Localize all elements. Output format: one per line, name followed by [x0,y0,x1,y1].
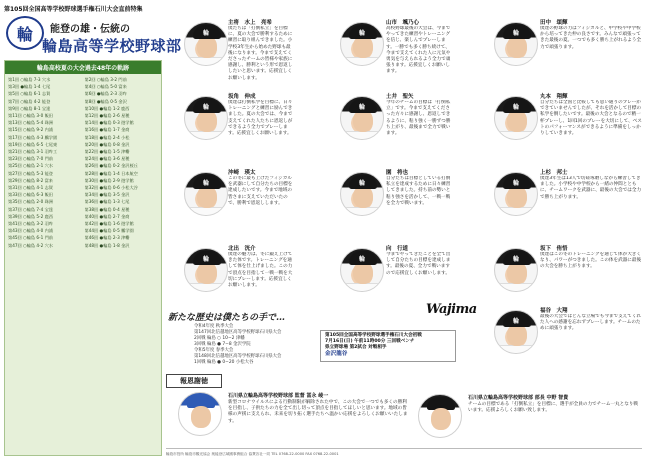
result-line: 第18回 ●輪島 2-4 小松 [84,134,130,140]
footer-sponsors: 輪島市役所 輪島市観光協会 奥能登広域圏事務組合 協賛各社一同 TEL 0768-22-0000 FAX 0768-22-0001 [166,452,339,456]
result-line: 第44回 ●輪島 0-5 鵬学園 [84,228,134,234]
player-message: 僕達は打倒私学を目標に、日々トレーニングと練習に励んできました。夏の大会では、今まで支えてくれた人たちに恩返しができるよう全力でプレーします。応援宜しくお願いします。 [228,100,293,137]
result-line: 第29回 ○輪島 8-2 富来 [8,177,53,183]
result-line: 第38回 ●輪島 0-4 星稜 [84,206,130,212]
manager-message: チームの目標である「打倒私立」を目標に、選手が全員の力でチーム一丸となり戦います。応援よろしくお願い致します。 [468,402,638,414]
slogan: 新たな歴史は僕たちの手で… [168,313,286,323]
player-name: 山市 颯乃心 [386,20,420,26]
player-message: 僕達3年生は13人で切磋琢磨しながら練習してきました。小学校や中学校から一緒の仲間とともに、チームワークを武器に、最後の大会では全力で勝ち上がります。 [540,176,642,200]
player-message: 高校野球最後の大会は、今までやってきた練習やトレーニングを信じ、楽しんでプレーします。一勝でも多く勝ち続けて、今まで支えてくれた人に元気や勇気を与えられるよう全力で頑張ります。応援宜しくお願いします。 [386,26,451,75]
result-line: 第9回 ○輪島 8-1 宝達 [8,105,51,111]
kicker-text: 第105回全国高等学校野球選手権石川大会直前特集 [4,6,143,13]
record-line: 3回戦 輪島 ● 7−8 金沢学院 [194,342,251,347]
player-name: 土井 聖矢 [386,94,414,100]
head-coach-message: 新型コロナウイルスによる行動制限が解除された中で、この大会で一つでも多くの勝利を目指し、子供たちの力を全て出し切って頂点を目指してほしいと思います。地域の皆様の声援に支えられ、未来を切り拓く選手たちへ温かい応援をよろしくお願いいたします。 [228,400,408,424]
player-photo: 輪 [494,248,538,292]
header [4,4,180,66]
results-list [5,74,161,251]
result-line: 第17回 ○輪島 4-3 鵬学園 [8,134,58,140]
opponent-name: 金沢龍谷 [325,351,348,357]
player-photo: 輪 [494,310,538,354]
record-line: 第147回北信越地区高等学校野球石川県大会 [194,330,282,335]
result-line: 第37回 ○輪島 7-4 宝達 [8,206,53,212]
result-line: 第4回 ○輪島 5-0 富来 [84,84,127,90]
notice-line: 第105回全国高等学校野球選手権石川大会初戦 [325,333,422,338]
motto: 報恩謝徳 [166,374,222,388]
result-line: 第47回 ○輪島 4-2 穴水 [8,242,53,248]
player-message: 最後の大会ではどんな立場でも今まで支えてくれた人への感謝を忘れずプレーします。チームのために頑張ります。 [540,314,642,332]
player-photo: 輪 [184,22,228,66]
result-line: 第43回 ○輪島 4-0 内浦 [8,228,53,234]
result-line: 第11回 ○輪島 3-0 飯田 [8,113,53,119]
subtitle: 能登の雄・伝統の [50,24,130,35]
player-photo: 輪 [494,96,538,140]
player-photo: 輪 [340,22,384,66]
head-coach-photo [178,392,222,436]
player-name: 田中 頌輝 [540,20,568,26]
player-photo: 輪 [184,172,228,216]
result-line: 第28回 ●輪島 1-4 日本航空 [84,170,138,176]
result-line: 第41回 ○輪島 3-2 羽咋 [8,221,53,227]
manager-name: 石川県立輪島高等学校野球部 部長 中野 智貴 [468,395,569,401]
result-line: 第25回 ○輪島 2-1 穴水 [8,163,53,169]
result-line: 第31回 ○輪島 4-1 志賀 [8,185,53,191]
player-name: 主将 水上 亮希 [228,20,273,26]
player-message: この冬に最も上げたフィジカルを武器にして自分たちの目標を達成したいです。今まで地域の皆さまに支えていただいたので、勝利で恩返しします。 [228,176,293,206]
result-line: 第46回 ●輪島 2-3 津幡 [84,235,130,241]
result-line: 第21回 ○輪島 3-1 羽咋工 [8,149,58,155]
school-name: 輪島高等学校野球部 [42,37,182,55]
result-line: 第42回 ●輪島 1-6 遊学館 [84,221,134,227]
player-name: 北出 洸介 [228,246,256,252]
result-line: 第5回 ○輪島 6-1 志賀 [8,91,51,97]
result-line: 第40回 ●輪島 2-7 金商 [84,213,130,219]
player-name: 坂下 侑悟 [540,246,568,252]
result-line: 第48回 ●輪島 1-8 金沢 [84,242,130,248]
player-name: 向 行道 [386,246,409,252]
result-line: 第16回 ●輪島 1-7 金商 [84,127,130,133]
result-line: 第15回 ○輪島 9-2 内浦 [8,127,53,133]
player-message: 自分たちは目標としている打倒私立を達成するために日々練習してきました。持ち前の勢いと粘り強さを活かして、一戦一戦を全力で戦います。 [386,176,451,206]
player-name: 丸本 翔輝 [540,94,568,100]
result-line: 第19回 ○輪島 6-5 七尾東 [8,141,58,147]
result-line: 第33回 ○輪島 6-3 飯田 [8,192,53,198]
result-line: 第3回 ●輪島 1-4 七尾 [8,84,51,90]
result-line: 第32回 ●輪島 0-6 小松大谷 [84,185,138,191]
player-message: 僕達はこの冬のトレーニングを通じて体が大きくなり、パワーがつきました。この体を武器に最後の大会を勝ち上がります。 [540,252,642,270]
head-coach-name: 石川県立輪島高等学校野球部 監督 冨永 崚一 [228,393,329,399]
first-game-notice [320,330,456,362]
record-line: 1回戦 輪島 ● 0−20 小松大谷 [194,360,254,365]
player-photo: 輪 [340,172,384,216]
result-line: 第8回 ●輪島 0-5 金沢 [84,98,127,104]
result-line: 第30回 ●輪島 2-9 遊学館 [84,177,134,183]
school-emblem-icon: 輪 [6,16,44,50]
result-line: 第1回 ○輪島 7-3 穴水 [8,77,51,82]
result-line: 第27回 ○輪島 5-3 能登 [8,170,53,176]
result-line: 第2回 ○輪島 3-2 門前 [84,77,127,82]
player-name: 福谷 大翔 [540,308,568,314]
player-photo: 輪 [184,96,228,140]
record-line: 令和5年度 春季大会 [194,348,234,353]
result-line: 第35回 ○輪島 2-0 珠洲 [8,199,53,205]
result-line: 第36回 ●輪島 1-3 七尾 [84,199,130,205]
player-message: 今年のチームの目標は「打倒私立」です。今まで支えてくださった方々に感謝し、恩返しできるように、粘り強く一勝ずつ勝ち上がり、最後まで全力で戦います。 [386,100,451,137]
result-line: 第34回 ●輪島 3-5 金沢 [84,192,130,198]
result-line: 第23回 ○輪島 7-0 門前 [8,156,53,162]
player-message: 僕達の魅力は、冬に鍛え上げてきた体です。トレーニングを通して体を仕上げました。この力で頂点を目指して一戦一戦を大切にプレーします。応援宜しくお願いします。 [228,252,293,289]
player-name: 上杉 邦士 [540,170,568,176]
player-photo: 輪 [494,172,538,216]
result-line: 第12回 ●輪島 2-6 星稜 [84,113,130,119]
notice-line: 7月16日(日) 午前11時00分 三回戦ベンチ [325,339,415,344]
player-photo: 輪 [340,248,384,292]
results-panel [4,60,162,456]
result-line: 第7回 ○輪島 4-2 能登 [8,98,51,104]
result-line: 第14回 ●輪島 0-3 遊学館 [84,120,134,126]
player-name: 坂角 伸成 [228,94,256,100]
player-name: 園 将也 [386,170,409,176]
result-line: 第24回 ●輪島 3-6 星稜 [84,156,130,162]
result-line: 第13回 ○輪島 5-4 珠洲 [8,120,53,126]
player-photo: 輪 [494,22,538,66]
player-name: 沖崎 瑛太 [228,170,256,176]
result-line: 第26回 ●輪島 0-2 金沢桜丘 [84,163,138,169]
player-message: 自分たちは全国と比較しても思い通りのプレーができていませんでしたが、それを活かして目標の私学を倒したいです。最後の大会となるので精一杯プレーし、1回1回のプレーを大切にして、ベストのパフォーマンスができるように準備をしっかりしていきます。 [540,100,642,137]
notice-line: 県立野球場 第2試合 対戦相手 [325,345,387,350]
player-message: 僕達の野球の力はフィジカルと、中学校や中学校から培ってきた仲の良さです。みんなで頑張ってきた最後の夏。一つでも多く勝ち上がれるよう全力で頑張ります。 [540,26,642,50]
record-line: 令和4年度 秋季大会 [194,324,234,329]
result-line: 第20回 ●輪島 0-8 金沢 [84,141,130,147]
result-line: 第6回 ●輪島 2-3 羽咋 [84,91,127,97]
player-message: 今までやってきたことを全て出して自分たちの目標を達成します。最後の夏、全力で戦いますので応援宜しくお願いします。 [386,252,451,276]
result-line: 第45回 ○輪島 6-1 門前 [8,235,53,241]
record-line: 2回戦 輪島 ○ 10−2 津幡 [194,336,245,341]
player-message: 僕たちは「打倒私立」を目標に、夏の大会で勝利するために練習に取り組んできました。小学校3年生から始めた野球も最後になります。今まで支えてくださったチームの皆様や家族に感謝し、勝利という形で恩返ししたいと思います。応援宜しくお願いします。 [228,26,293,81]
player-photo: 輪 [340,96,384,140]
record-line: 第148回北信越地区高等学校野球石川県大会 [194,354,282,359]
result-line: 第10回 ●輪島 1-2 鹿西 [84,105,130,111]
player-photo: 輪 [184,248,228,292]
result-line: 第39回 ○輪島 5-2 鹿西 [8,213,53,219]
results-title: 輪島高校夏の大会過去48年の軌跡 [5,61,161,74]
footer-divider [166,448,642,449]
wajima-logo: Wajima [426,302,477,317]
result-line: 第22回 ●輪島 1-5 津幡 [84,149,130,155]
manager-photo [418,394,462,438]
